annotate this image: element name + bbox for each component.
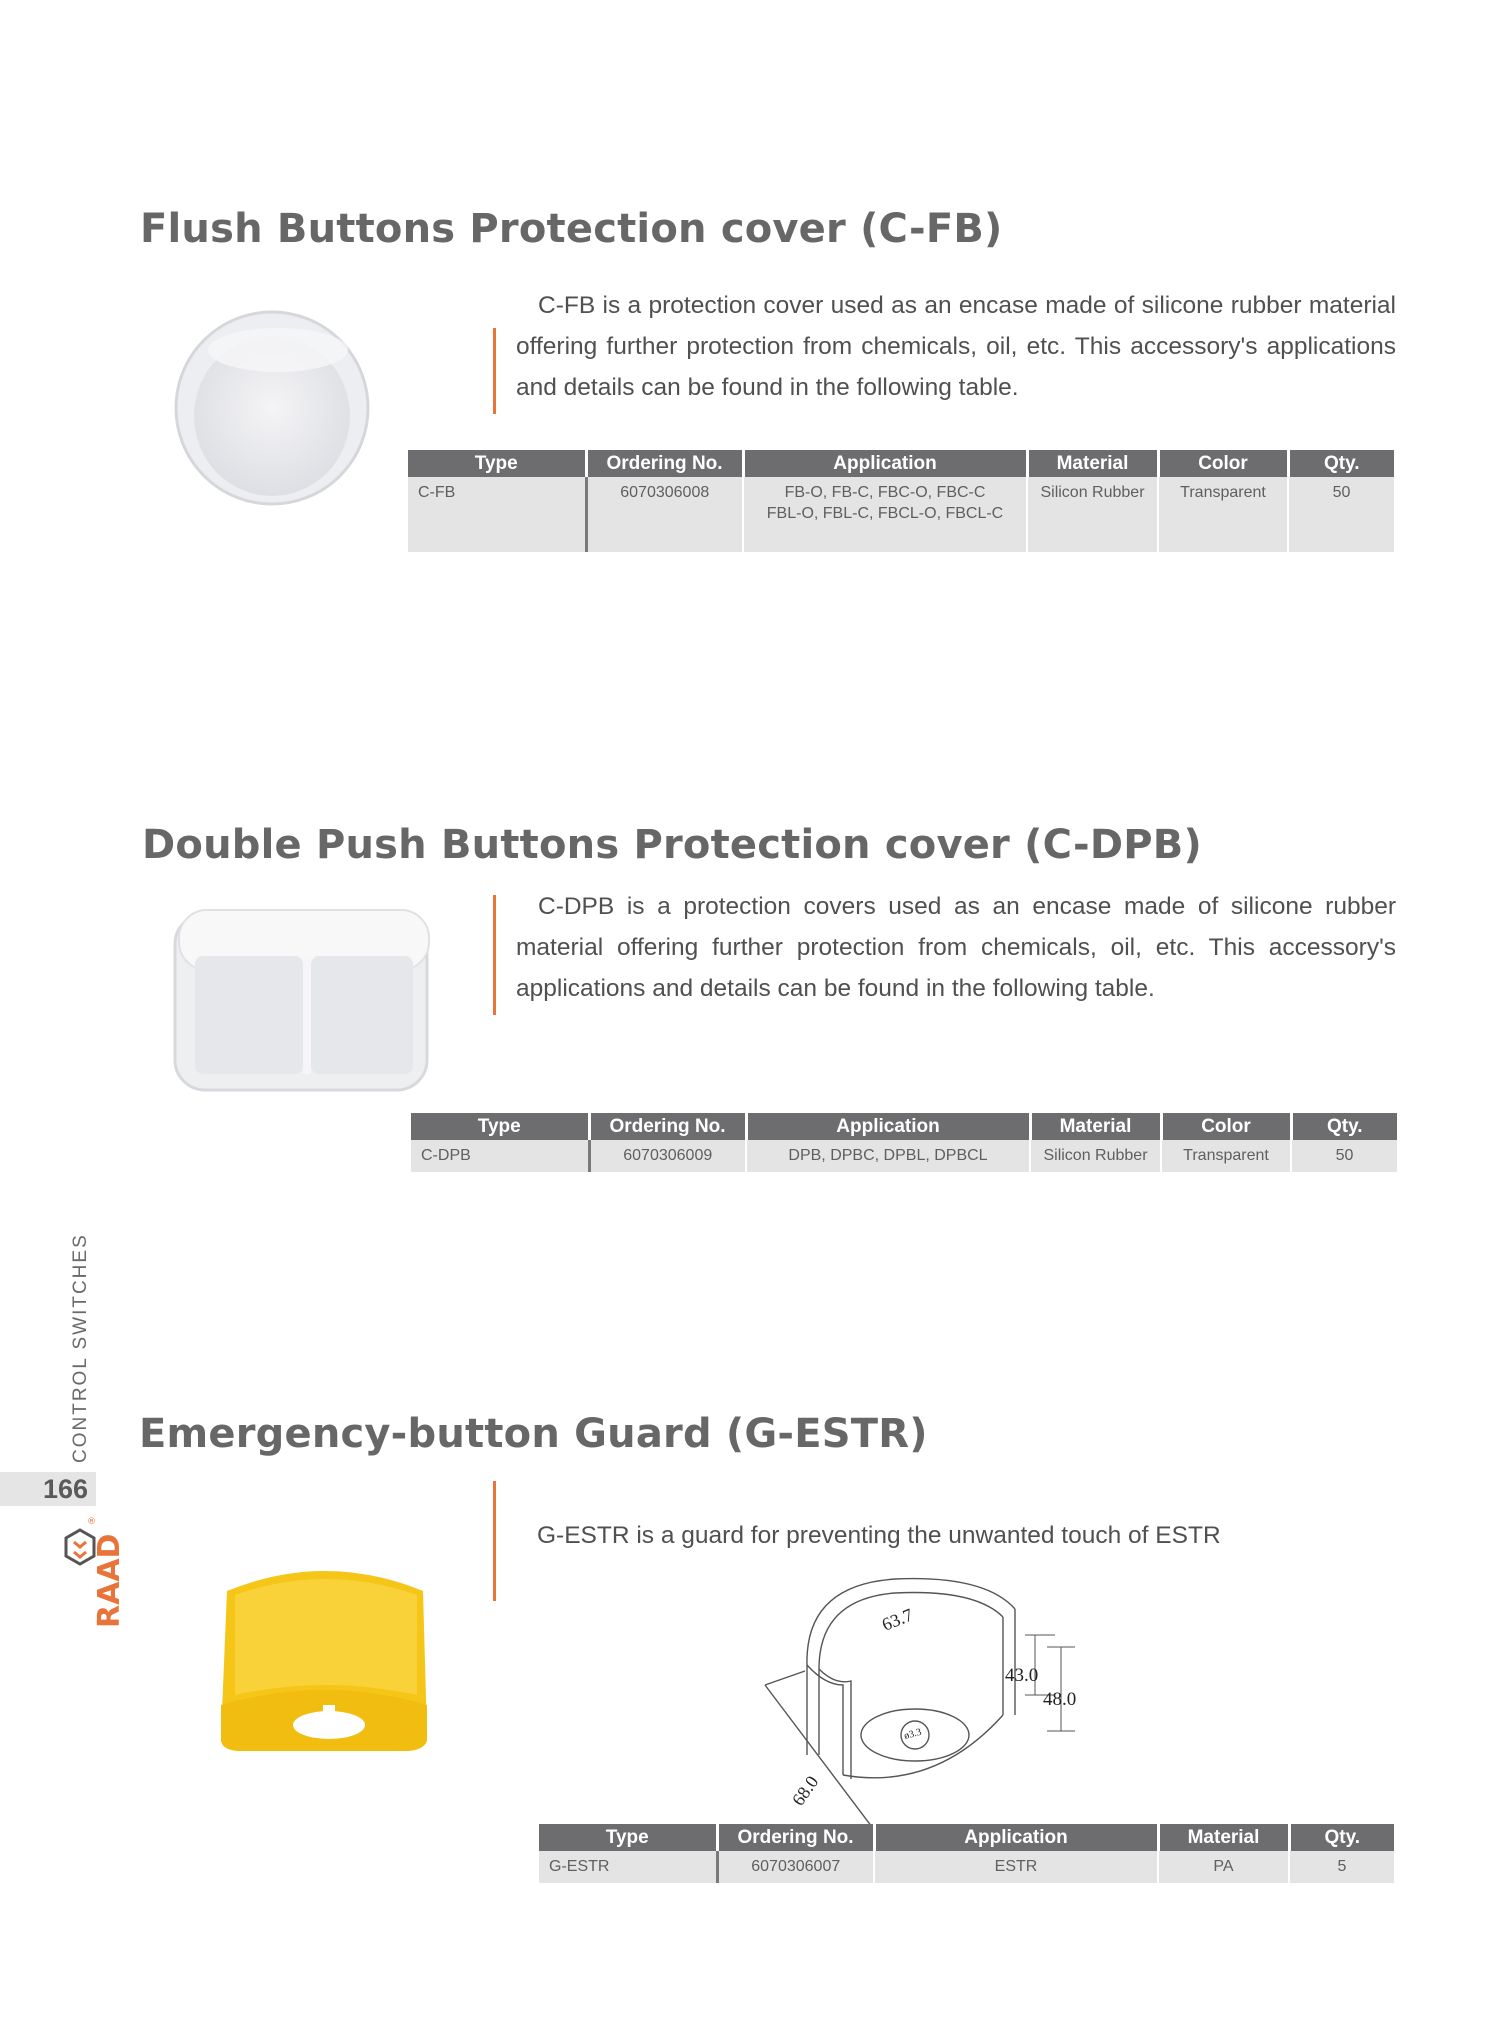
col-qty: Qty. xyxy=(1288,450,1394,477)
cell-qty: 50 xyxy=(1288,477,1394,552)
gestr-technical-drawing xyxy=(735,1555,1095,1825)
table-header-row xyxy=(411,1113,1397,1140)
table-header-row xyxy=(539,1824,1394,1851)
cell-application xyxy=(743,477,1027,552)
gestr-description: G-ESTR is a guard for preventing the unwanted touch of ESTR xyxy=(537,1522,1221,1549)
table-row xyxy=(411,1140,1397,1172)
dim-diameter-label: 63.7 xyxy=(879,1604,916,1635)
application-line-1: FB-O, FB-C, FBC-O, FBC-C xyxy=(784,484,986,501)
col-qty: Qty. xyxy=(1291,1113,1397,1140)
application-line-2: FBL-O, FBL-C, FBCL-O, FBCL-C xyxy=(766,505,1004,522)
dim-height-inner-label: 43.0 xyxy=(1005,1665,1039,1686)
col-application: Application xyxy=(874,1824,1158,1851)
cdpb-accent-bar xyxy=(493,895,496,1015)
col-ordering-no: Ordering No. xyxy=(717,1824,874,1851)
cell-material: Silicon Rubber xyxy=(1027,477,1158,552)
col-type: Type xyxy=(411,1113,589,1140)
cell-color: Transparent xyxy=(1161,1140,1291,1172)
cell-ordering-no: 6070306008 xyxy=(586,477,743,552)
col-color: Color xyxy=(1158,450,1288,477)
dim-hole-label: ø3.3 xyxy=(902,1726,923,1742)
cfb-spec-table xyxy=(408,450,1394,552)
col-qty: Qty. xyxy=(1289,1824,1394,1851)
dim-height-outer-label: 48.0 xyxy=(1043,1689,1077,1710)
table-row xyxy=(539,1851,1394,1883)
cell-color: Transparent xyxy=(1158,477,1288,552)
dim-base-label: 68.0 xyxy=(787,1772,823,1810)
col-type: Type xyxy=(408,450,586,477)
cell-material: PA xyxy=(1158,1851,1289,1883)
col-ordering-no: Ordering No. xyxy=(586,450,743,477)
section-title-cfb: Flush Buttons Protection cover (C-FB) xyxy=(140,206,1003,252)
cell-application: ESTR xyxy=(874,1851,1158,1883)
col-material: Material xyxy=(1027,450,1158,477)
col-application: Application xyxy=(746,1113,1030,1140)
cell-ordering-no: 6070306009 xyxy=(589,1140,746,1172)
section-title-cdpb: Double Push Buttons Protection cover (C-DPB) xyxy=(142,822,1202,868)
cell-application: DPB, DPBC, DPBL, DPBCL xyxy=(746,1140,1030,1172)
col-type: Type xyxy=(539,1824,717,1851)
cfb-description: C-FB is a protection cover used as an encase made of silicone rubber material offering further protection from chemicals, oil, etc. This accessory's applications and details can be found in the following table. xyxy=(516,292,1396,401)
cdpb-spec-table xyxy=(411,1113,1397,1172)
brand-wordmark: RAAD xyxy=(92,1533,127,1628)
table-header-row xyxy=(408,450,1394,477)
col-material: Material xyxy=(1030,1113,1161,1140)
cdpb-description: C-DPB is a protection covers used as an encase made of silicone rubber material offering further protection from chemicals, oil, etc. This accessory's applications and details can be found in the following table. xyxy=(516,893,1396,1002)
cell-type: C-FB xyxy=(408,477,586,552)
cell-material: Silicon Rubber xyxy=(1030,1140,1161,1172)
page-number: 166 xyxy=(0,1472,96,1506)
registered-mark: ® xyxy=(87,1517,96,1527)
col-color: Color xyxy=(1161,1113,1291,1140)
col-ordering-no: Ordering No. xyxy=(589,1113,746,1140)
cell-qty: 5 xyxy=(1289,1851,1394,1883)
section-side-label: CONTROL SWITCHES xyxy=(70,1233,91,1463)
cell-type: G-ESTR xyxy=(539,1851,717,1883)
section-title-gestr: Emergency-button Guard (G-ESTR) xyxy=(139,1411,928,1457)
cell-qty: 50 xyxy=(1291,1140,1397,1172)
cfb-accent-bar xyxy=(493,328,496,414)
gestr-product-photo xyxy=(205,1555,435,1755)
cell-ordering-no: 6070306007 xyxy=(717,1851,874,1883)
cfb-product-photo xyxy=(160,300,382,510)
gestr-spec-table xyxy=(539,1824,1394,1883)
col-application: Application xyxy=(743,450,1027,477)
cell-type: C-DPB xyxy=(411,1140,589,1172)
col-material: Material xyxy=(1158,1824,1289,1851)
table-row xyxy=(408,477,1394,552)
gestr-accent-bar xyxy=(493,1481,496,1601)
cdpb-product-photo xyxy=(165,900,437,1096)
